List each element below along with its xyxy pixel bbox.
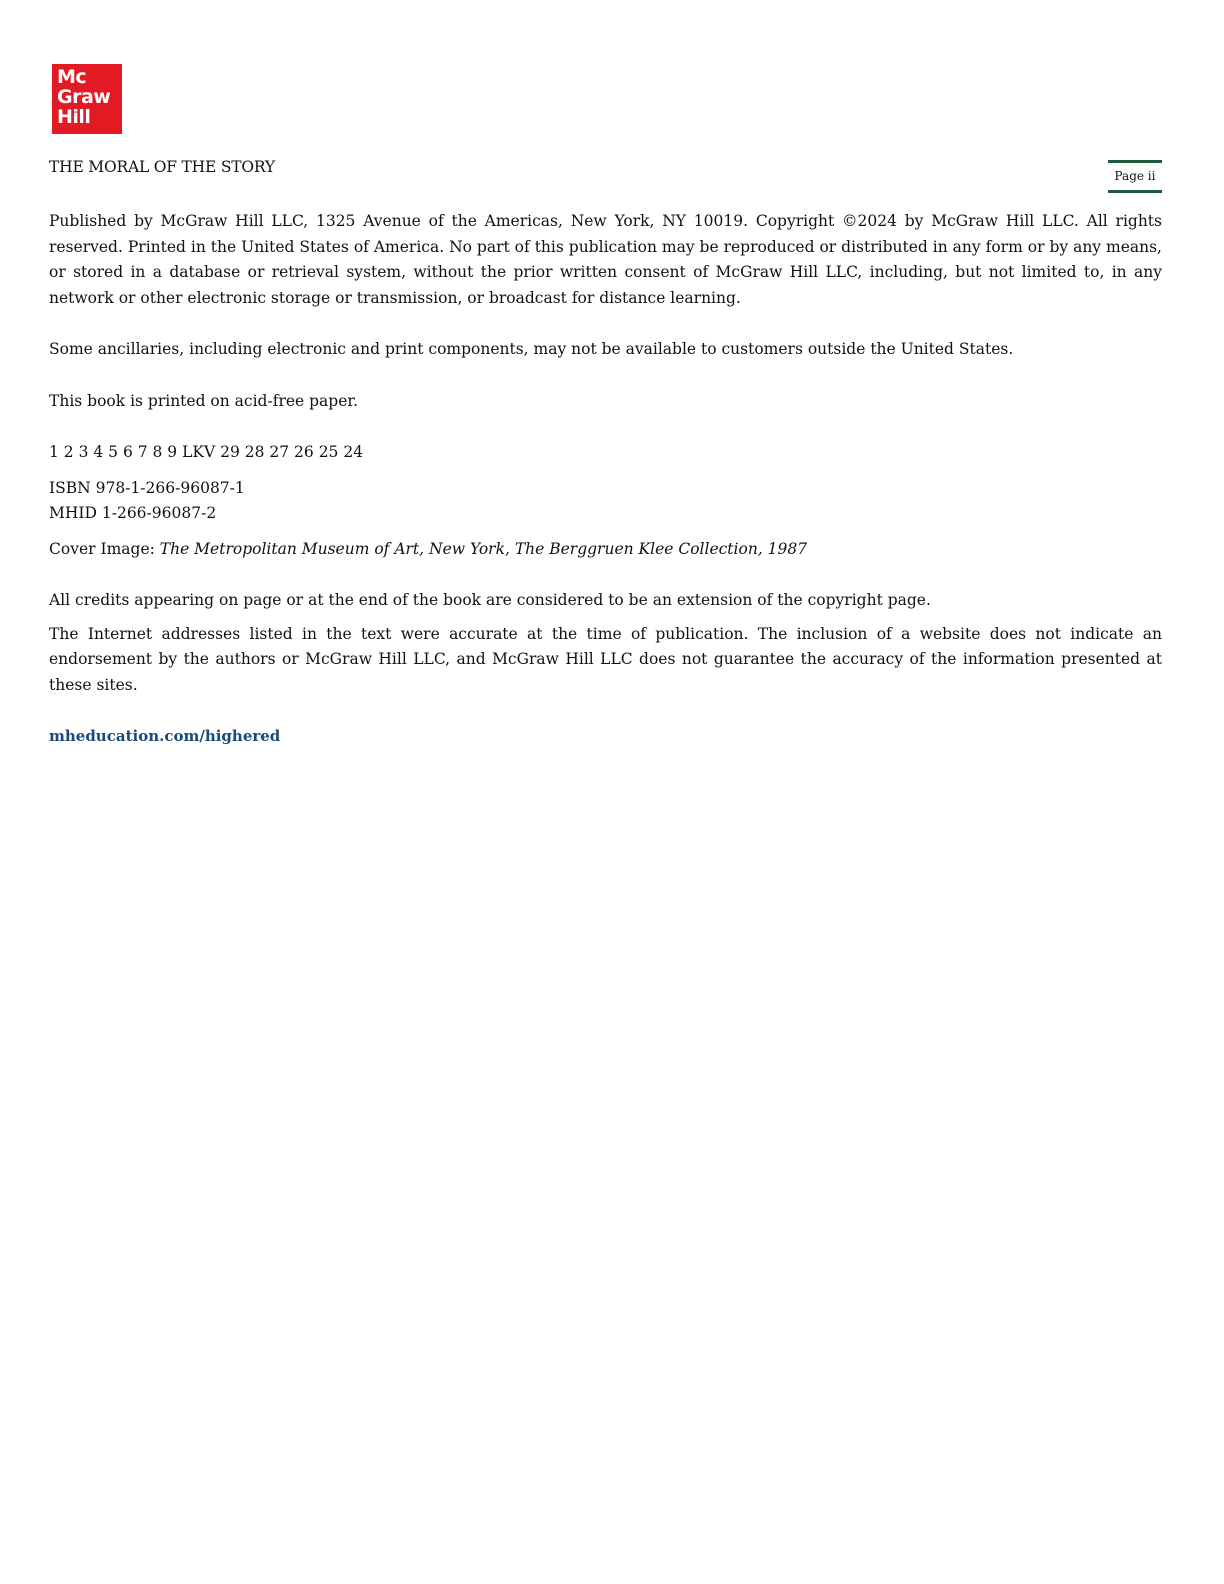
logo-line-graw: Graw (57, 86, 111, 108)
isbn-line: ISBN 978-1-266-96087-1 (49, 478, 245, 497)
page-number-marker: Page ii (1108, 160, 1162, 193)
cover-image-label: Cover Image: (49, 539, 160, 558)
book-title: THE MORAL OF THE STORY (49, 158, 275, 176)
paper-note: This book is printed on acid-free paper. (49, 391, 359, 410)
print-line: 1 2 3 4 5 6 7 8 9 LKV 29 28 27 26 25 24 (49, 443, 364, 461)
publisher-paragraph: Published by McGraw Hill LLC, 1325 Avenue of the Americas, New York, NY 10019. Copyright ©2024 by McGraw Hill LLC. All rights reserved. Printed in the United States of America. No part of this publication may be reproduced or distributed in any form or by any means, or stored in a database or retrieval system, without the prior written consent of McGraw Hill LLC, including, but not limited to, in any network or other electronic storage or transmission, or broadcast for distance learning. (49, 212, 1162, 307)
ancillaries-note: Some ancillaries, including electronic and print components, may not be available to customers outside the United States. (49, 340, 1014, 358)
logo-line-mc: Mc (57, 66, 87, 88)
logo-line-hill: Hill (57, 106, 91, 128)
website-link[interactable]: mheducation.com/highered (49, 727, 281, 745)
cover-image-source: The Metropolitan Museum of Art, New York, The Berggruen Klee Collection, 1987 (159, 539, 808, 558)
internet-addresses-note: The Internet addresses listed in the text were accurate at the time of publication. The inclusion of a website does not indicate an endorsement by the authors or McGraw Hill LLC, and McGraw Hill LLC does not guarantee the accuracy of the information presented at these sites. (49, 624, 1162, 694)
mhid-line: MHID 1-266-96087-2 (49, 504, 217, 522)
copyright-content (49, 209, 1162, 750)
cover-image-credit (49, 537, 1162, 563)
mcgraw-hill-logo (52, 64, 122, 134)
credits-note: All credits appearing on page or at the end of the book are considered to be an extension of the copyright page. (49, 591, 931, 609)
